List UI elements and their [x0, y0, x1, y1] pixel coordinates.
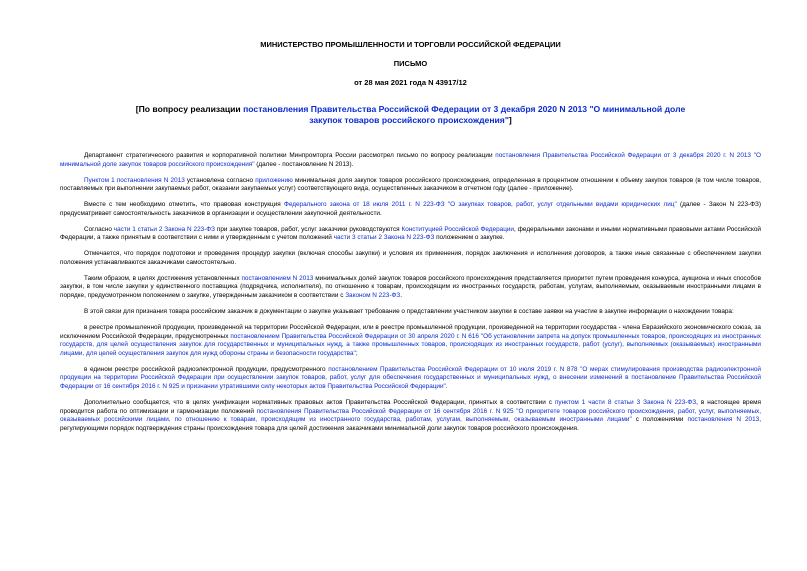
paragraph-text: положением о закупке. [434, 234, 505, 242]
document-subject [60, 104, 761, 125]
legal-reference-link[interactable]: Федерального закона от 18 июля 2011 г. N 223-ФЗ "О закупках товаров, работ, услуг отдельными видами юридических лиц" [283, 201, 677, 209]
paragraph-text: Отмечается, что порядок подготовки и проведения процедур закупки (включая способы закупки) и условия их применения, порядок заключения и исполнения договоров, а также иные связанные с обеспечением закупки положения устанавливаются заказчиками самостоятельно. [60, 250, 761, 266]
paragraph-text: ; [355, 349, 358, 357]
body-paragraph [60, 324, 761, 358]
legal-reference-link[interactable]: приложению [255, 176, 293, 184]
legal-reference-link[interactable]: Конституцией Российской Федерации [401, 225, 514, 233]
body-paragraph [60, 308, 761, 317]
paragraph-text: минимальная доля закупок товаров российского происхождения, определенная в процентном отношении к объему закупок товаров (в том числе товаров, поставляемых при выполнении закупаемых работ, оказании закупаемых услуг) соответствующего вида, осуществленных заказчиком в отчетном году (далее - приложение). [60, 176, 762, 193]
legal-reference-link[interactable]: Законом N 223-ФЗ [345, 292, 401, 300]
paragraph-text: Дополнительно сообщается, что в целях унификации нормативных правовых актов Правительства Российской Федерации, принятых в соответствии с [84, 398, 555, 406]
paragraph-text: в едином реестре российской радиоэлектронной продукции, предусмотренного [84, 365, 329, 373]
ministry-title: МИНИСТЕРСТВО ПРОМЫШЛЕННОСТИ И ТОРГОВЛИ РОССИЙСКОЙ ФЕДЕРАЦИИ [260, 40, 561, 49]
paragraph-text: В этой связи для признания товара российским заказчик в документации о закупке указывает требование о представлении участником закупки в составе заявки на участие в закупке информации о нахождении товара: [84, 308, 734, 316]
subject-prefix: [По вопросу реализации [135, 104, 244, 114]
paragraph-text: (далее - постановление N 2013). [254, 160, 354, 168]
body-paragraph [60, 399, 761, 433]
legal-reference-link[interactable]: части 3 статьи 2 Закона N 223-ФЗ [333, 234, 435, 242]
paragraph-text: (далее - Закон N 223-ФЗ) предусматривает самостоятельность заказчиков в организации и осуществлении закупочной деятельности. [60, 201, 761, 217]
paragraph-text: Департамент стратегического развития и корпоративной политики Минпромторга России рассмотрел письмо по вопросу реализации [84, 152, 496, 159]
legal-reference-link[interactable]: постановлением N 2013 [241, 274, 314, 282]
paragraph-text: , регулирующими порядок подтверждения страны происхождения товара для целей достижения заказчиками минимальной доли закупок товаров российского происхождения. [60, 416, 762, 432]
paragraph-text: минимальных долей закупок товаров российского происхождения представляется приоритет путем проведения конкурса, аукциона и иных способов закупки, в том числе закупки у единственного поставщика (подрядчика, исполнителя), по отношению к товарам, происходящим из иностранных государств, работам, услугам, выполняемым, оказываемым иностранными лицами в порядке, предусмотренном положением о закупке, утвержденным заказчиком в соответствии с [60, 274, 761, 300]
body-paragraph [60, 152, 761, 169]
body-paragraph [60, 201, 761, 218]
paragraph-text: . [445, 383, 448, 390]
paragraph-text: при закупке товаров, работ, услуг заказчики руководствуются [215, 225, 402, 233]
body-paragraph [60, 177, 761, 194]
document-type: ПИСЬМО [393, 59, 428, 68]
paragraph-text: , федеральными законами и иными нормативными правовыми актами Российской Федерации, а также принятым в соответствии с ними и утвержденным с учетом положений [60, 225, 761, 242]
body-paragraph [60, 250, 761, 267]
paragraph-text: . [400, 292, 402, 300]
subject-suffix: ] [508, 114, 512, 125]
body-paragraph [60, 226, 761, 243]
paragraph-text: , в настоящее время проводится работа по оптимизации и гармонизации положений [60, 398, 761, 415]
legal-reference-link[interactable]: пунктом 1 части 8 статьи 3 Закона N 223-ФЗ [554, 398, 697, 406]
body-paragraph [60, 366, 761, 392]
legal-reference-link[interactable]: Пунктом 1 постановления N 2013 [84, 176, 185, 184]
paragraph-text: установлена согласно [184, 176, 256, 184]
legal-reference-link[interactable]: постановления N 2013 [687, 416, 760, 424]
paragraph-text: Таким образом, в целях достижения установленных [84, 274, 242, 282]
paragraph-text: Согласно [84, 225, 114, 233]
legal-reference-link[interactable]: части 1 статьи 2 Закона N 223-ФЗ [113, 225, 216, 233]
legal-reference-link[interactable]: постановления Правительства Российской Федерации от 3 декабря 2020 г. N 2013 "О минимальной доле закупок товаров российского происхождения" [60, 152, 761, 168]
legal-reference-link[interactable]: постановлением Правительства Российской Федерации от 10 июля 2019 г. N 878 "О мерах стимулирования производства радиоэлектронной продукции на территории Российской Федерации при осуществлении закупок товаров, работ, услуг для обеспечения государственных и муниципальных нужд, о внесении изменений в постановление Правительства Российской Федерации от 16 сентября 2016 г. N 925 и признании утратившими силу некоторых актов Правительства Российской Федерации" [60, 365, 761, 390]
subject-link[interactable]: постановления Правительства Российской Федерации от 3 декабря 2020 N 2013 "О минимальной доле закупок товаров российского происхождения" [243, 104, 686, 125]
legal-reference-link[interactable]: постановления Правительства Российской Федерации от 16 сентября 2016 г. N 925 "О приоритете товаров российского происхождения, работ, услуг, выполняемых, оказываемых российскими лицами, по отношению к товарам, происходящим из иностранного государства, работам, услугам, выполняемым, оказываемым иностранными лицами" [60, 407, 762, 424]
document-body [60, 152, 761, 433]
document-date-number: от 28 мая 2021 года N 43917/12 [354, 78, 467, 87]
legal-reference-link[interactable]: постановлением Правительства Российской Федерации от 30 апреля 2020 г. N 616 "Об установлении запрета на допуск промышленных товаров, происходящих из иностранных государств, для целей осуществления закупок для государственных и муниципальных нужд, а также промышленных товаров, происходящих из иностранных государств, работ (услуг), выполняемых (оказываемых) иностранными лицами, для целей осуществления закупок для нужд обороны страны и безопасности государства" [60, 332, 761, 357]
body-paragraph [60, 275, 761, 301]
paragraph-text: в реестре промышленной продукции, произведенной на территории Российской Федерации, или в реестре промышленной продукции, произведенной на территории государства - члена Евразийского экономического союза, за исключением Российской Федерации, предусмотренных [60, 324, 761, 340]
paragraph-text: Вместе с тем необходимо отметить, что правовая конструкция [84, 201, 284, 209]
paragraph-text: с положениями [631, 416, 688, 424]
